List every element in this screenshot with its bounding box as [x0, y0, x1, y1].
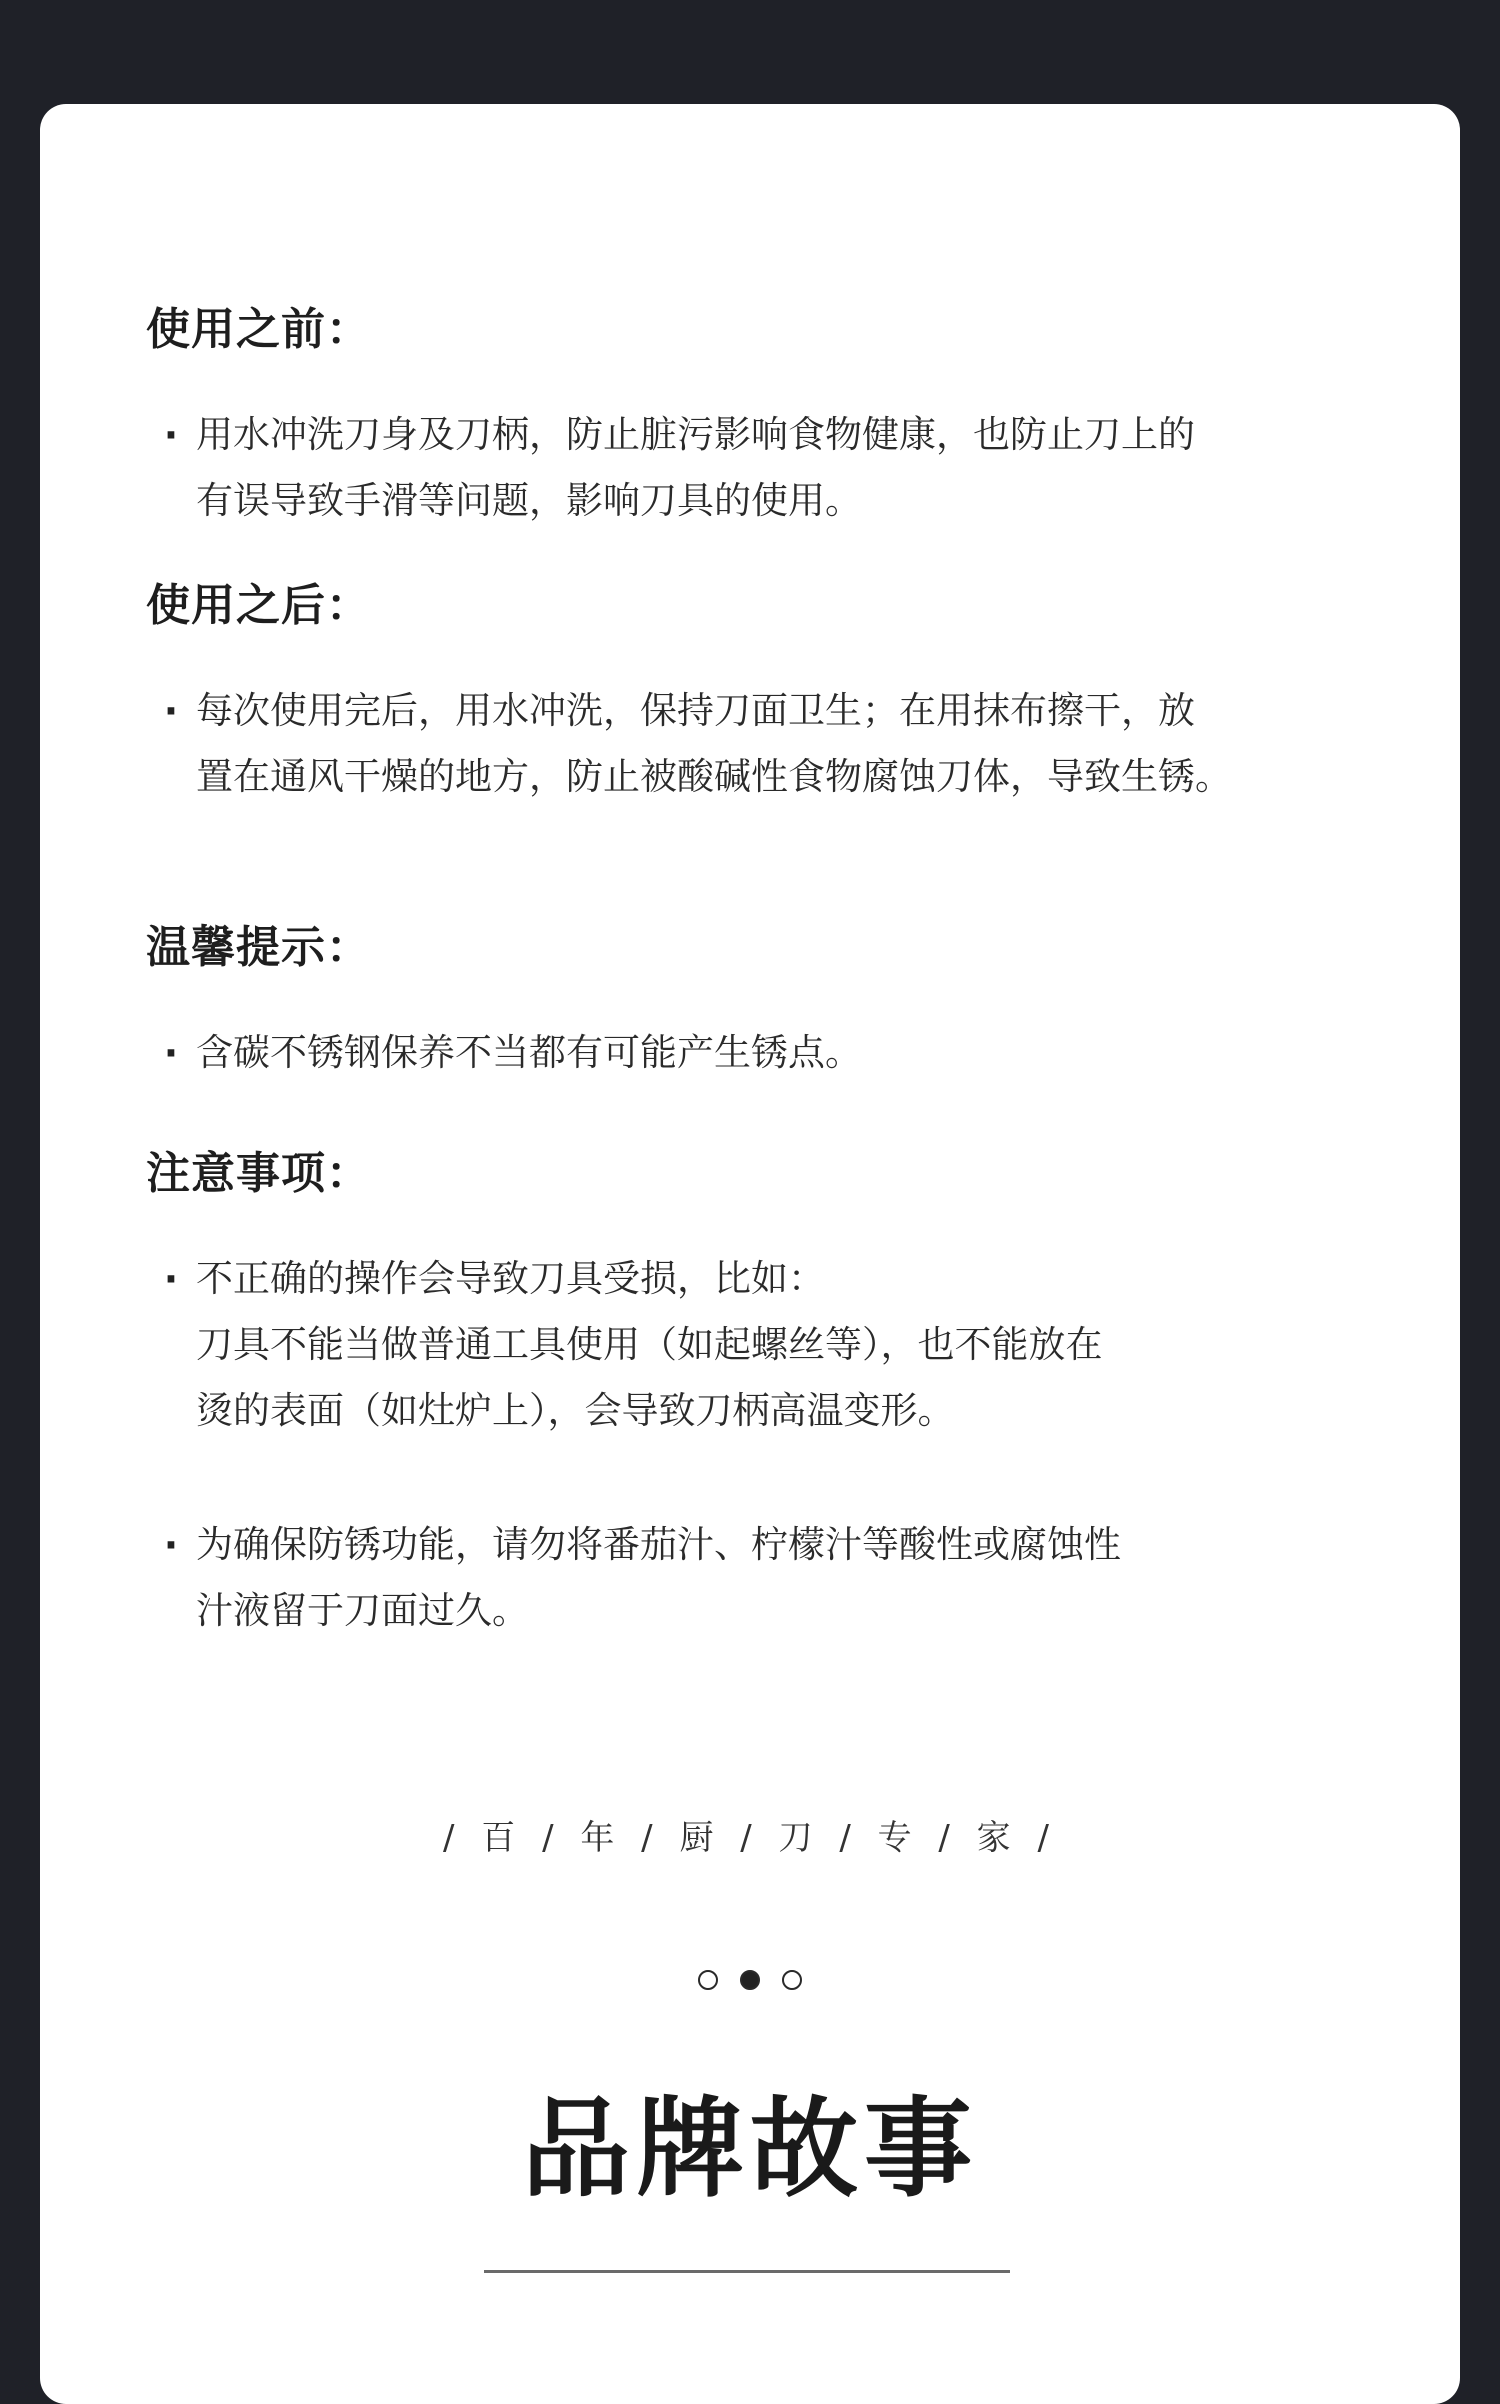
list-item-text: 含碳不锈钢保养不当都有可能产生锈点。 — [196, 1031, 862, 1074]
carousel-pager — [0, 1970, 1500, 1996]
bullet-icon: · — [163, 1031, 179, 1075]
bullet-icon: · — [163, 413, 179, 457]
list-item — [156, 678, 1356, 810]
bullet-icon: · — [163, 689, 179, 733]
section-heading-tips: 温馨提示： — [146, 922, 371, 973]
list-item — [156, 1020, 1356, 1086]
list-item-text: 每次使用完后，用水冲洗，保持刀面卫生；在用抹布擦干，放 置在通风干燥的地方，防止被酸碱性食物腐蚀刀体，导致生锈。 — [196, 689, 1232, 798]
brand-story-title: 品牌故事 — [521, 2087, 978, 2212]
list-item-text: 为确保防锈功能，请勿将番茄汁、柠檬汁等酸性或腐蚀性 汁液留于刀面过久。 — [196, 1523, 1121, 1632]
section-heading-precautions: 注意事项： — [146, 1148, 371, 1199]
carousel-dot-3[interactable] — [782, 1970, 802, 1990]
section-heading-before-use: 使用之前： — [146, 304, 371, 355]
bullet-icon: · — [163, 1523, 179, 1567]
list-item — [156, 402, 1356, 534]
list-item — [156, 1246, 1356, 1444]
bullet-icon: · — [163, 1257, 179, 1301]
list-item-text: 不正确的操作会导致刀具受损，比如： 刀具不能当做普通工具使用（如起螺丝等），也不能放在 烫的表面（如灶炉上），会导致刀柄高温变形。 — [196, 1257, 1103, 1432]
carousel-dot-1[interactable] — [698, 1970, 718, 1990]
section-heading-after-use: 使用之后： — [146, 580, 371, 631]
title-divider — [484, 2270, 1010, 2273]
carousel-dot-2[interactable] — [740, 1970, 760, 1990]
list-item — [156, 1512, 1356, 1644]
list-item-text: 用水冲洗刀身及刀柄，防止脏污影响食物健康，也防止刀上的 有误导致手滑等问题，影响刀具的使用。 — [196, 413, 1195, 522]
brand-motto: / 百 / 年 / 厨 / 刀 / 专 / 家 / — [443, 1818, 1057, 1858]
